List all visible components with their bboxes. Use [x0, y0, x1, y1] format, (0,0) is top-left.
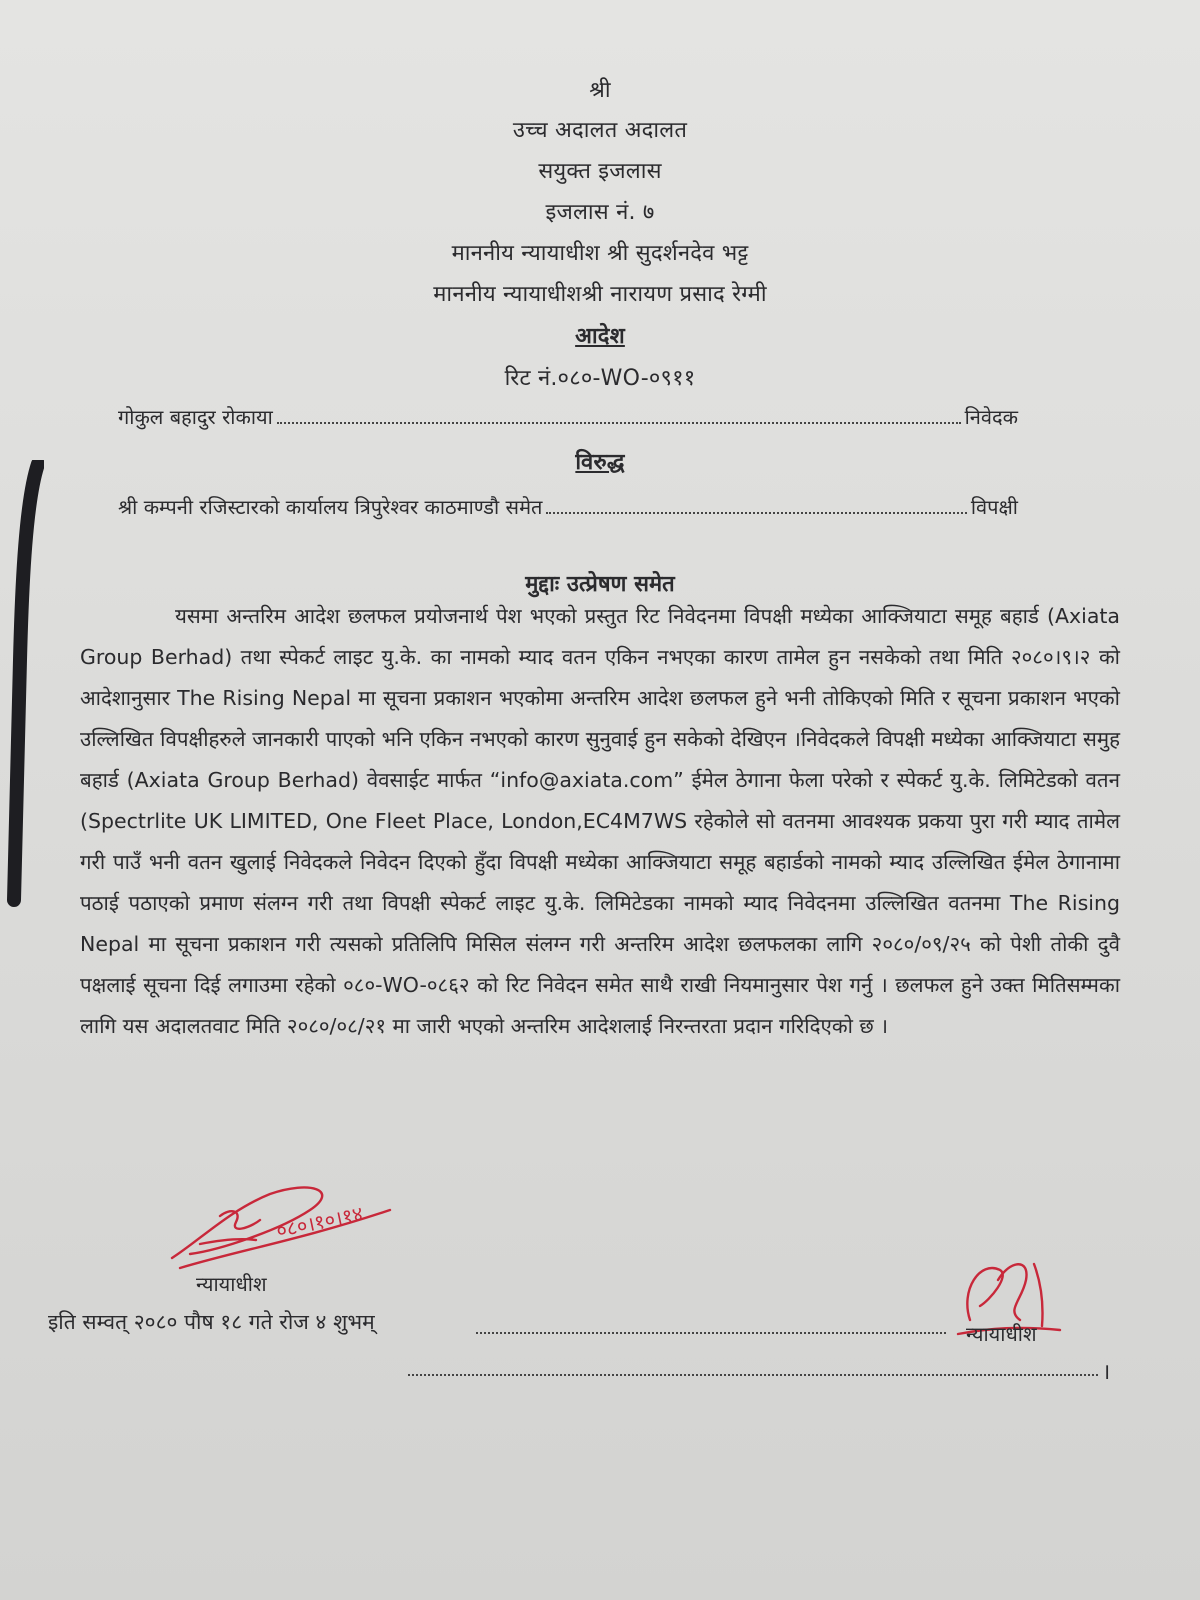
case-subject: मुद्दाः उत्प्रेषण समेत: [525, 572, 675, 597]
order-title: आदेश: [575, 324, 625, 349]
bench-type: सयुक्त इजलास: [538, 159, 662, 184]
petitioner-role: निवेदक: [964, 405, 1018, 429]
judge-2-name: माननीय न्यायाधीशश्री नारायण प्रसाद रेग्मी: [433, 282, 767, 307]
closing-date-line: [48, 1308, 1111, 1388]
right-judge-label: न्यायाधीश: [966, 1322, 1037, 1346]
judge-1-name: माननीय न्यायाधीश श्री सुदर्शनदेव भट्ट: [451, 241, 749, 266]
writ-number: रिट नं.०८०-WO-०९११: [504, 366, 696, 391]
closing-date-text: इति सम्वत् २०८० पौष १८ गते रोज ४ शुभम्: [48, 1310, 375, 1334]
leader-dots: [476, 1332, 946, 1334]
shree-heading: श्री: [589, 78, 611, 103]
respondent-role: विपक्षी: [970, 495, 1018, 519]
petitioner-row: [118, 398, 1018, 430]
petitioner-name: गोकुल बहादुर रोकाया: [118, 405, 273, 429]
leader-dots: [546, 512, 966, 514]
versus-heading: विरुद्ध: [575, 450, 625, 475]
leader-dots: [277, 422, 961, 424]
respondent-row: [118, 488, 1018, 520]
court-name: उच्च अदालत अदालत: [512, 118, 688, 143]
bench-number: इजलास नं. ७: [545, 200, 655, 225]
closing-end-mark: ।: [1102, 1360, 1111, 1385]
respondent-name: श्री कम्पनी रजिस्टारको कार्यालय त्रिपुरेश्वर काठमाण्डौ समेत: [118, 495, 543, 519]
order-body: यसमा अन्तरिम आदेश छलफल प्रयोजनार्थ पेश भएको प्रस्तुत रिट निवेदनमा विपक्षी मध्येका आक्जियाटा समूह बहार्ड (Axiata Group Berhad) तथा स्पेकर्ट लाइट यु.के. का नामको म्याद वतन एकिन नभएका कारण तामेल हुन नसकेको तथा मिति २०८०।९।२ को आदेशानुसार The Rising Nepal मा सूचना प्रकाशन भएकोमा अन्तरिम आदेश छलफल हुने भनी तोकिएको मिति र सूचना प्रकाशन भएको उल्लिखित विपक्षीहरुले जानकारी पाएको भनि एकिन नभएको कारण सुनुवाई हुन सकेको देखिएन ।निवेदकले विपक्षी मध्येका आक्जियाटा समुह बहार्ड (Axiata Group Berhad) वेवसाईट मार्फत “info@axiata.com” ईमेल ठेगाना फेला परेको र स्पेकर्ट यु.के. लिमिटेडको वतन (Spectrlite UK LIMITED, One Fleet Place, London,EC4M7WS रहेकोले सो वतनमा आवश्यक प्रकया पुरा गरी म्याद तामेल गरी पाउँ भनी वतन खुलाई निवेदकले निवेदन दिएको हुँदा विपक्षी मध्येका आक्जियाटा समूह बहार्डको नामको म्याद उल्लिखित ईमेल ठेगानामा पठाई पठाएको प्रमाण संलग्न गरी तथा विपक्षी स्पेकर्ट लाइट यु.के. लिमिटेडका नामको म्याद निवेदनमा उल्लिखित वतनमा The Rising Nepal मा सूचना प्रकाशन गरी त्यसको प्रतिलिपि मिसिल संलग्न गरी अन्तरिम आदेश छलफलका लागि २०८०/०९/२५ को पेशी तोकी दुवै पक्षलाई सूचना दिई लगाउमा रहेको ०८०-WO-०८६२ को रिट निवेदन समेत साथै राखी नियमानुसार पेश गर्नु । छलफल हुने उक्त मितिसम्मका लागि यस अदालतवाट मिति २०८०/०८/२१ मा जारी भएको अन्तरिम आदेशलाई निरन्तरता प्रदान गरिदिएको छ ।: [80, 604, 1120, 1038]
leader-dots: [408, 1374, 1098, 1376]
left-judge-label: न्यायाधीश: [196, 1272, 267, 1296]
handwritten-date: ०८०।१०।१४: [274, 1201, 366, 1243]
binding-stripe: [4, 460, 44, 930]
